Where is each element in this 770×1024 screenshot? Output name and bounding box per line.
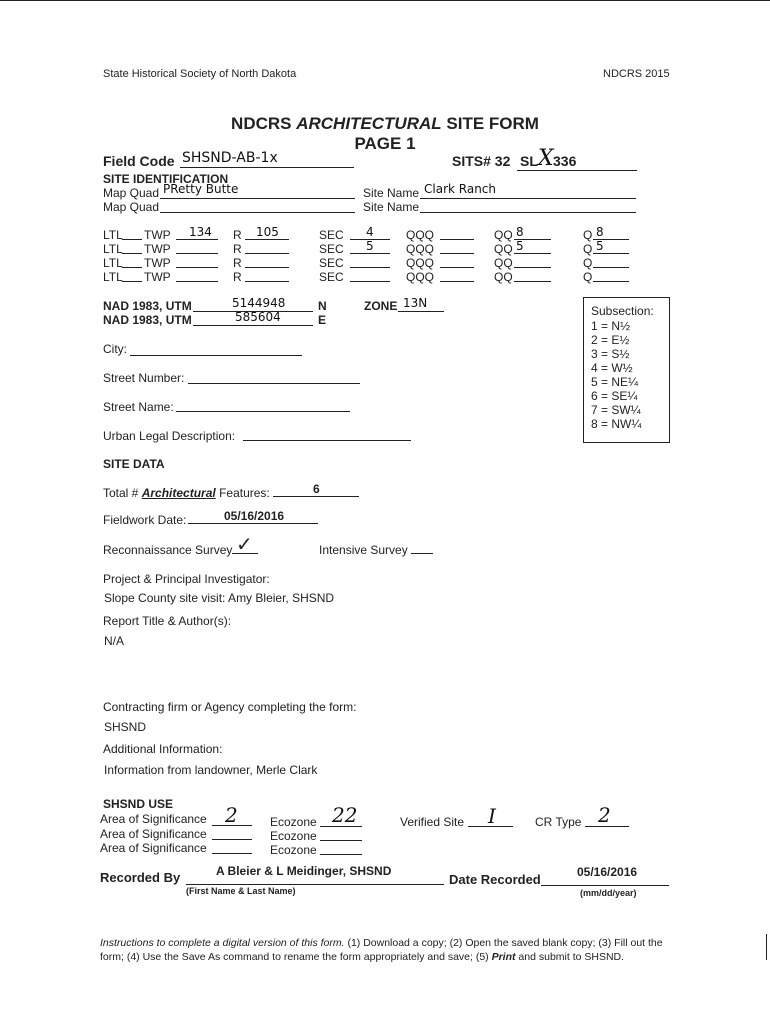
qq-label: QQ — [494, 256, 513, 270]
instructions-post: and submit to SHSND. — [515, 951, 625, 963]
date-recorded-hint: (mm/dd/year) — [580, 888, 637, 898]
twp-label: TWP — [144, 270, 171, 284]
subsection-item: 1 = N½ — [591, 319, 631, 333]
site-name-line-1 — [420, 198, 636, 199]
qq-value[interactable]: 8 — [516, 225, 524, 239]
map-quad-line-1 — [160, 198, 355, 199]
ltl-line — [122, 281, 142, 282]
r-label: R — [233, 270, 242, 284]
qqq-label: QQQ — [406, 270, 435, 284]
subsection-item: 3 = S½ — [591, 347, 630, 361]
date-recorded-line — [541, 885, 669, 886]
qqq-line — [440, 267, 474, 268]
site-identification-heading: SITE IDENTIFICATION — [103, 172, 229, 186]
intensive-survey-line — [411, 553, 433, 554]
aos-value-1[interactable]: 2 — [225, 803, 238, 827]
q-line — [593, 281, 629, 282]
street-name-label: Street Name: — [103, 400, 174, 414]
field-code-value[interactable]: SHSND-AB-1x — [182, 150, 278, 166]
twp-line — [176, 267, 218, 268]
utm-easting-line — [193, 325, 313, 326]
utm-n-label: N — [318, 299, 327, 313]
ltl-line — [122, 253, 142, 254]
qqq-line — [440, 239, 474, 240]
field-code-line — [180, 167, 354, 168]
map-quad-label-2: Map Quad — [103, 200, 160, 214]
utm-label-north: NAD 1983, UTM — [103, 299, 192, 313]
additional-info-label: Additional Information: — [103, 742, 223, 756]
top-border-line — [0, 0, 770, 1]
site-name-label-1: Site Name — [363, 186, 420, 200]
page-title: PAGE 1 — [354, 134, 416, 153]
ecozone-label-2: Ecozone — [270, 829, 317, 843]
date-recorded-value[interactable]: 05/16/2016 — [577, 865, 638, 879]
header-agency: State Historical Society of North Dakota — [103, 68, 297, 80]
recon-survey-line — [232, 553, 258, 554]
twp-label: TWP — [144, 242, 171, 256]
qqq-label: QQQ — [406, 228, 435, 242]
city-line — [130, 355, 302, 356]
r-line — [245, 253, 289, 254]
q-label: Q — [583, 270, 593, 284]
sits-prefix: SL — [520, 153, 538, 169]
subsection-item: 7 = SW¼ — [591, 403, 641, 417]
twp-value[interactable]: 134 — [189, 225, 212, 239]
ltl-label: LTL — [103, 256, 123, 270]
qq-label: QQ — [494, 242, 513, 256]
qqq-label: QQQ — [406, 242, 435, 256]
sec-label: SEC — [319, 228, 344, 242]
qq-line — [514, 267, 551, 268]
report-title-value[interactable]: N/A — [104, 634, 125, 648]
total-features-post: Features: — [215, 486, 270, 500]
qq-line — [514, 253, 551, 254]
instructions-print: Print — [491, 951, 516, 963]
aos-label-3: Area of Significance — [100, 841, 207, 855]
fieldwork-date-value[interactable]: 05/16/2016 — [224, 509, 285, 523]
twp-label: TWP — [144, 228, 171, 242]
sits-line — [517, 170, 637, 171]
ecozone-line-2 — [320, 840, 362, 841]
twp-line — [176, 239, 218, 240]
qq-value[interactable]: 5 — [516, 239, 524, 253]
r-label: R — [233, 256, 242, 270]
form-title — [0, 114, 770, 134]
sec-label: SEC — [319, 242, 344, 256]
ecozone-line-1 — [320, 826, 362, 827]
twp-line — [176, 253, 218, 254]
recorded-by-label: Recorded By — [100, 870, 181, 885]
instructions-intro: Instructions to complete a digital version of this form. — [100, 937, 345, 949]
cr-type-value[interactable]: 2 — [598, 803, 611, 827]
ecozone-value-1[interactable]: 22 — [332, 803, 358, 827]
ltl-label: LTL — [103, 242, 123, 256]
r-label: R — [233, 228, 242, 242]
field-code-label: Field Code — [103, 153, 175, 169]
map-quad-label-1: Map Quad — [103, 186, 160, 200]
fieldwork-date-line — [188, 523, 318, 524]
map-quad-value-1[interactable]: PRetty Butte — [163, 182, 239, 196]
recon-check-mark[interactable]: ✓ — [236, 532, 253, 556]
sits-number: 336 — [553, 153, 577, 169]
ltl-label: LTL — [103, 270, 123, 284]
sits-handwritten-mark: X — [538, 146, 554, 171]
aos-label-2: Area of Significance — [100, 827, 207, 841]
site-name-label-2: Site Name — [363, 200, 420, 214]
r-value[interactable]: 105 — [256, 225, 279, 239]
instructions-steps: (1) Download a copy; (2) Open the saved blank copy; (3) Fill out the form; (4) Use the Save As command to rename the form appropriately and save; (5) — [100, 937, 663, 963]
zone-value[interactable]: 13N — [403, 296, 428, 310]
r-line — [245, 267, 289, 268]
zone-label: ZONE — [364, 299, 398, 313]
sec-label: SEC — [319, 256, 344, 270]
q-label: Q — [583, 242, 593, 256]
pi-label: Project & Principal Investigator: — [103, 572, 270, 586]
utm-easting[interactable]: 585604 — [235, 310, 281, 324]
subsection-item: 2 = E½ — [591, 333, 630, 347]
sec-value[interactable]: 4 — [366, 225, 374, 239]
instructions — [100, 936, 672, 964]
sec-value[interactable]: 5 — [366, 239, 374, 253]
total-features-pre: Total # — [103, 486, 142, 500]
street-number-label: Street Number: — [103, 371, 185, 385]
report-title-label: Report Title & Author(s): — [103, 614, 232, 628]
contracting-value[interactable]: SHSND — [104, 720, 147, 734]
ecozone-label-3: Ecozone — [270, 843, 317, 857]
recon-survey-label: Reconnaissance Survey — [103, 543, 233, 557]
subsection-item: 4 = W½ — [591, 361, 633, 375]
street-number-line — [188, 383, 360, 384]
contracting-label: Contracting firm or Agency completing the form: — [103, 700, 357, 714]
shsnd-use-heading: SHSND USE — [103, 797, 174, 811]
verified-site-value[interactable]: I — [488, 804, 496, 828]
ecozone-label-1: Ecozone — [270, 815, 317, 829]
r-label: R — [233, 242, 242, 256]
recorded-by-hint: (First Name & Last Name) — [186, 886, 296, 896]
qqq-label: QQQ — [406, 256, 435, 270]
subsection-item: 5 = NE¼ — [591, 375, 639, 389]
recorded-by-line — [186, 884, 444, 885]
scan-edge-mark — [766, 934, 767, 960]
twp-label: TWP — [144, 256, 171, 270]
qqq-line — [440, 253, 474, 254]
ecozone-line-3 — [320, 854, 362, 855]
subsection-title: Subsection: — [591, 304, 654, 318]
urban-legal-label: Urban Legal Description: — [103, 429, 236, 443]
aos-line-3 — [212, 853, 252, 854]
q-value[interactable]: 8 — [596, 225, 604, 239]
sits-label: SITS# 32 — [452, 153, 511, 169]
date-recorded-label: Date Recorded — [449, 872, 541, 887]
map-quad-line-2 — [160, 212, 355, 213]
subsection-item: 6 = SE¼ — [591, 389, 638, 403]
twp-line — [176, 281, 218, 282]
qqq-line — [440, 281, 474, 282]
site-name-line-2 — [420, 212, 636, 213]
q-line — [593, 267, 629, 268]
city-label: City: — [103, 342, 127, 356]
sec-label: SEC — [319, 270, 344, 284]
r-line — [245, 281, 289, 282]
additional-info-value[interactable]: Information from landowner, Merle Clark — [104, 763, 318, 777]
title-suffix: SITE FORM — [441, 114, 539, 133]
verified-site-line — [468, 826, 513, 827]
cr-type-label: CR Type — [535, 815, 582, 829]
utm-label-east: NAD 1983, UTM — [103, 313, 192, 327]
total-features-emph: Architectural — [141, 486, 216, 500]
sec-line — [350, 253, 390, 254]
aos-line-2 — [212, 839, 252, 840]
q-label: Q — [583, 228, 593, 242]
header-form-code: NDCRS 2015 — [603, 68, 670, 80]
recorded-by-value[interactable]: A Bleier & L Meidinger, SHSND — [216, 864, 392, 878]
title-emph: ARCHITECTURAL — [296, 114, 442, 133]
cr-type-line — [585, 826, 629, 827]
aos-line-1 — [212, 825, 252, 826]
site-data-heading: SITE DATA — [103, 457, 165, 471]
qq-label: QQ — [494, 270, 513, 284]
urban-legal-line — [243, 440, 411, 441]
utm-northing[interactable]: 5144948 — [232, 296, 286, 310]
q-value[interactable]: 5 — [596, 239, 604, 253]
site-name-value-1[interactable]: Clark Ranch — [424, 182, 496, 196]
sec-line — [350, 267, 390, 268]
zone-line — [398, 311, 444, 312]
street-name-line — [176, 411, 350, 412]
r-line — [245, 239, 289, 240]
qq-line — [514, 281, 551, 282]
utm-e-label: E — [318, 313, 327, 327]
intensive-survey-label: Intensive Survey — [319, 543, 408, 557]
title-prefix: NDCRS — [231, 114, 297, 133]
sec-line — [350, 281, 390, 282]
qq-label: QQ — [494, 228, 513, 242]
subsection-box — [583, 297, 670, 443]
fieldwork-date-label: Fieldwork Date: — [103, 513, 187, 527]
total-features-value[interactable]: 6 — [313, 482, 320, 496]
verified-site-label: Verified Site — [400, 815, 465, 829]
ltl-line — [122, 267, 142, 268]
q-label: Q — [583, 256, 593, 270]
aos-label-1: Area of Significance — [100, 812, 207, 826]
total-features-label — [103, 486, 270, 500]
pi-value[interactable]: Slope County site visit: Amy Bleier, SHSND — [104, 591, 335, 605]
total-features-line — [273, 496, 359, 497]
subsection-item: 8 = NW¼ — [591, 417, 642, 431]
ltl-line — [122, 239, 142, 240]
ltl-label: LTL — [103, 228, 123, 242]
q-line — [593, 253, 629, 254]
